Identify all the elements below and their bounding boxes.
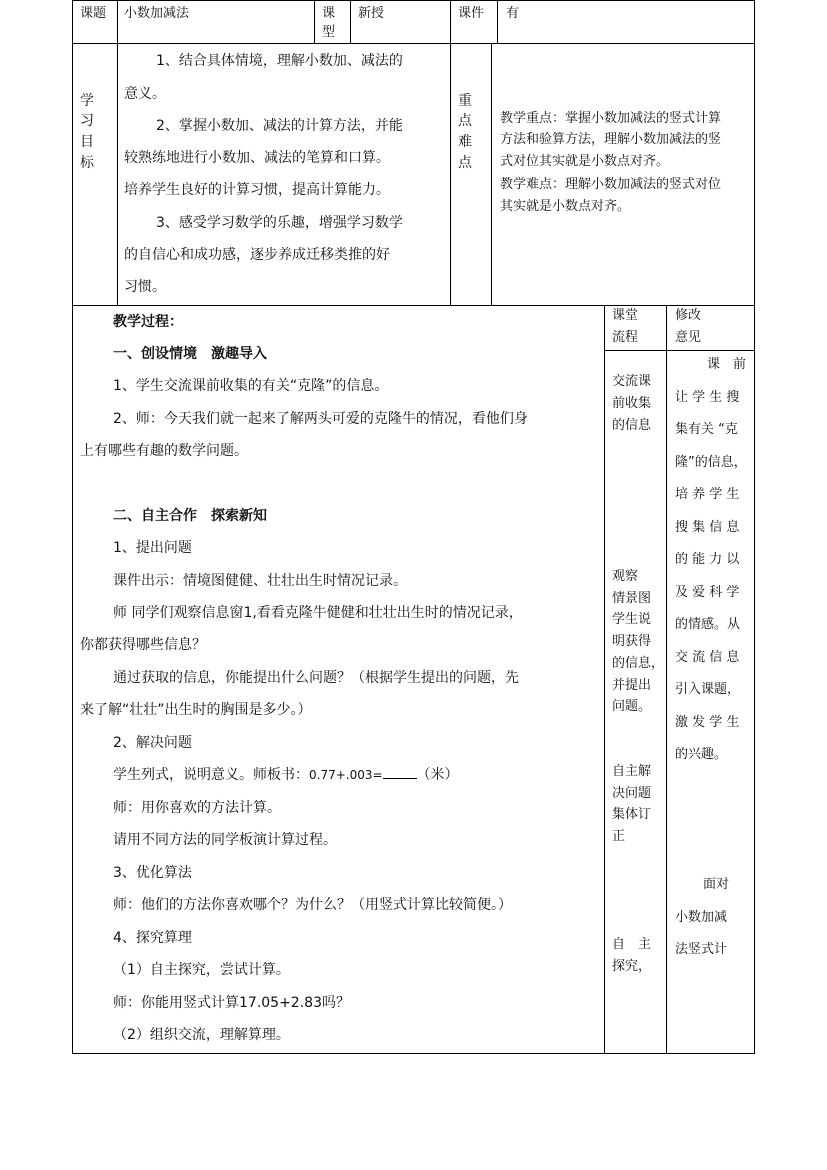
section-title: 一、创设情境 激趣导入 [113,346,267,362]
grid-line [350,0,351,44]
key-points-label-char: 点 [458,113,472,129]
flow-header: 课堂 [612,308,639,323]
notes-line: 搜 集 信 息 [675,520,740,535]
objective-line: 培养学生良好的计算习惯，提高计算能力。 [124,182,390,198]
key-point-line: 教学重点：掌握小数加减法的竖式计算 [500,111,722,126]
grid-line [72,43,755,44]
grid-line [72,0,755,1]
notes-line: 交 流 信 息 [675,650,740,665]
flow-line: 正 [612,829,626,844]
notes-header: 修改 [675,308,702,323]
notes-line: 培 养 学 生 [675,487,740,502]
key-point-line: 教学难点：理解小数加减法的竖式对位 [500,177,722,192]
flow-line: 问题。 [612,699,652,714]
process-title: 教学过程： [113,314,183,330]
formula-expression: 0.77+.003= [309,768,383,782]
notes-line: 的兴趣。 [675,747,728,762]
process-line: 3、优化算法 [113,865,192,881]
flow-line: 探究， [612,959,652,974]
notes-line: 及 爱 科 学 [675,585,740,600]
flow-line: 前收集 [612,396,652,411]
topic-label: 课题 [80,6,107,21]
notes-line: 小数加减 [675,910,728,925]
process-line: 通过获取的信息，你能提出什么问题？（根据学生提出的问题，先 [113,670,519,686]
process-line: 2、师：今天我们就一起来了解两头可爱的克隆牛的情况，看他们身 [113,411,528,427]
key-point-line: 方法和验算方法，理解小数加减法的竖 [500,132,722,147]
flow-line: 观察 [612,569,639,584]
formula-unit: （米） [416,767,459,783]
type-label-line1: 课 [322,6,336,21]
flow-line: 交流课 [612,374,652,389]
flow-line: 集体订 [612,807,652,822]
notes-line: 引入课题， [675,682,741,697]
courseware-value: 有 [506,6,520,21]
formula-blank [383,766,417,779]
flow-line: 自主解 [612,764,652,779]
notes-line: 隆”的信息， [675,455,747,470]
process-line: 师 同学们观察信息窗1,看看克隆牛健健和壮壮出生时的情况记录， [113,605,523,621]
process-line: 师：他们的方法你喜欢哪个？为什么？（用竖式计算比较简便。） [113,897,512,913]
notes-line: 课 前 [707,357,747,372]
process-line: 你都获得哪些信息？ [80,637,206,653]
objectives-label-char: 标 [80,155,94,171]
process-line: 4、探究算理 [113,930,192,946]
process-line: 1、提出问题 [113,540,192,556]
process-line: （1）自主探究，尝试计算。 [113,962,290,978]
grid-line [666,305,667,1054]
process-line: 来了解“壮壮”出生时的胸围是多少。） [80,702,312,718]
key-point-line: 其实就是小数点对齐。 [500,199,631,214]
grid-line [117,0,118,306]
process-line: 师：用你喜欢的方法计算。 [113,800,281,816]
notes-line: 面对 [703,877,730,892]
objective-line: 的自信心和成功感，逐步养成迁移类推的好 [124,247,390,263]
notes-line: 的 能 力 以 [675,552,740,567]
objectives-label-char: 目 [80,134,94,150]
grid-line [72,0,73,1054]
flow-line: 的信息 [612,418,652,433]
grid-line [754,0,755,1054]
grid-line [497,0,498,44]
process-line: 师：你能用竖式计算17.05+2.83吗？ [113,995,350,1011]
process-line: 请用不同方法的同学板演计算过程。 [113,832,337,848]
flow-line: 明获得 [612,634,652,649]
notes-line: 让 学 生 搜 [675,390,740,405]
objective-line: 3、感受学习数学的乐趣，增强学习数学 [156,215,403,231]
process-line: 课件出示：情境图健健、壮壮出生时情况记录。 [113,573,407,589]
flow-line: 自 主 [612,937,652,952]
grid-line [604,305,605,1054]
key-point-line: 式对位其实就是小数点对齐。 [500,154,670,169]
type-value: 新授 [358,6,385,21]
grid-line [72,1053,755,1054]
grid-line [72,305,755,306]
grid-line [314,0,315,44]
objectives-label-char: 学 [80,93,94,109]
flow-line: 情景图 [612,591,652,606]
courseware-label: 课件 [458,6,485,21]
key-points-label-char: 点 [458,155,472,171]
flow-line: 并提出 [612,678,652,693]
notes-line: 的情感。从 [675,617,741,632]
flow-header: 流程 [612,330,639,345]
type-label-line2: 型 [322,25,336,40]
key-points-label-char: 难 [458,134,472,150]
notes-header: 意见 [675,330,702,345]
grid-line [491,43,492,306]
process-line: （2）组织交流，理解算理。 [113,1027,290,1043]
notes-line: 集有关 “克 [675,422,738,437]
flow-line: 学生说 [612,612,652,627]
process-line: 1、学生交流课前收集的有关“克隆”的信息。 [113,378,389,394]
notes-line: 法竖式计 [675,942,728,957]
topic-value: 小数加减法 [124,6,190,21]
section-title: 二、自主合作 探索新知 [113,508,267,524]
grid-line [450,0,451,306]
objectives-label-char: 习 [80,113,94,129]
process-line: 2、解决问题 [113,735,192,751]
formula-prefix: 学生列式，说明意义。师板书： [113,767,309,783]
grid-line [604,350,755,351]
process-line: 上有哪些有趣的数学问题。 [80,443,248,459]
objective-line: 意义。 [124,86,166,102]
objective-line: 2、掌握小数加、减法的计算方法，并能 [156,118,403,134]
flow-line: 的信息， [612,656,665,671]
flow-line: 决问题 [612,786,652,801]
objective-line: 1、结合具体情境，理解小数加、减法的 [156,53,403,69]
objective-line: 较熟练地进行小数加、减法的笔算和口算。 [124,150,390,166]
notes-line: 激 发 学 生 [675,715,740,730]
objective-line: 习惯。 [124,279,166,295]
key-points-label-char: 重 [458,93,472,109]
formula-line [113,766,459,784]
